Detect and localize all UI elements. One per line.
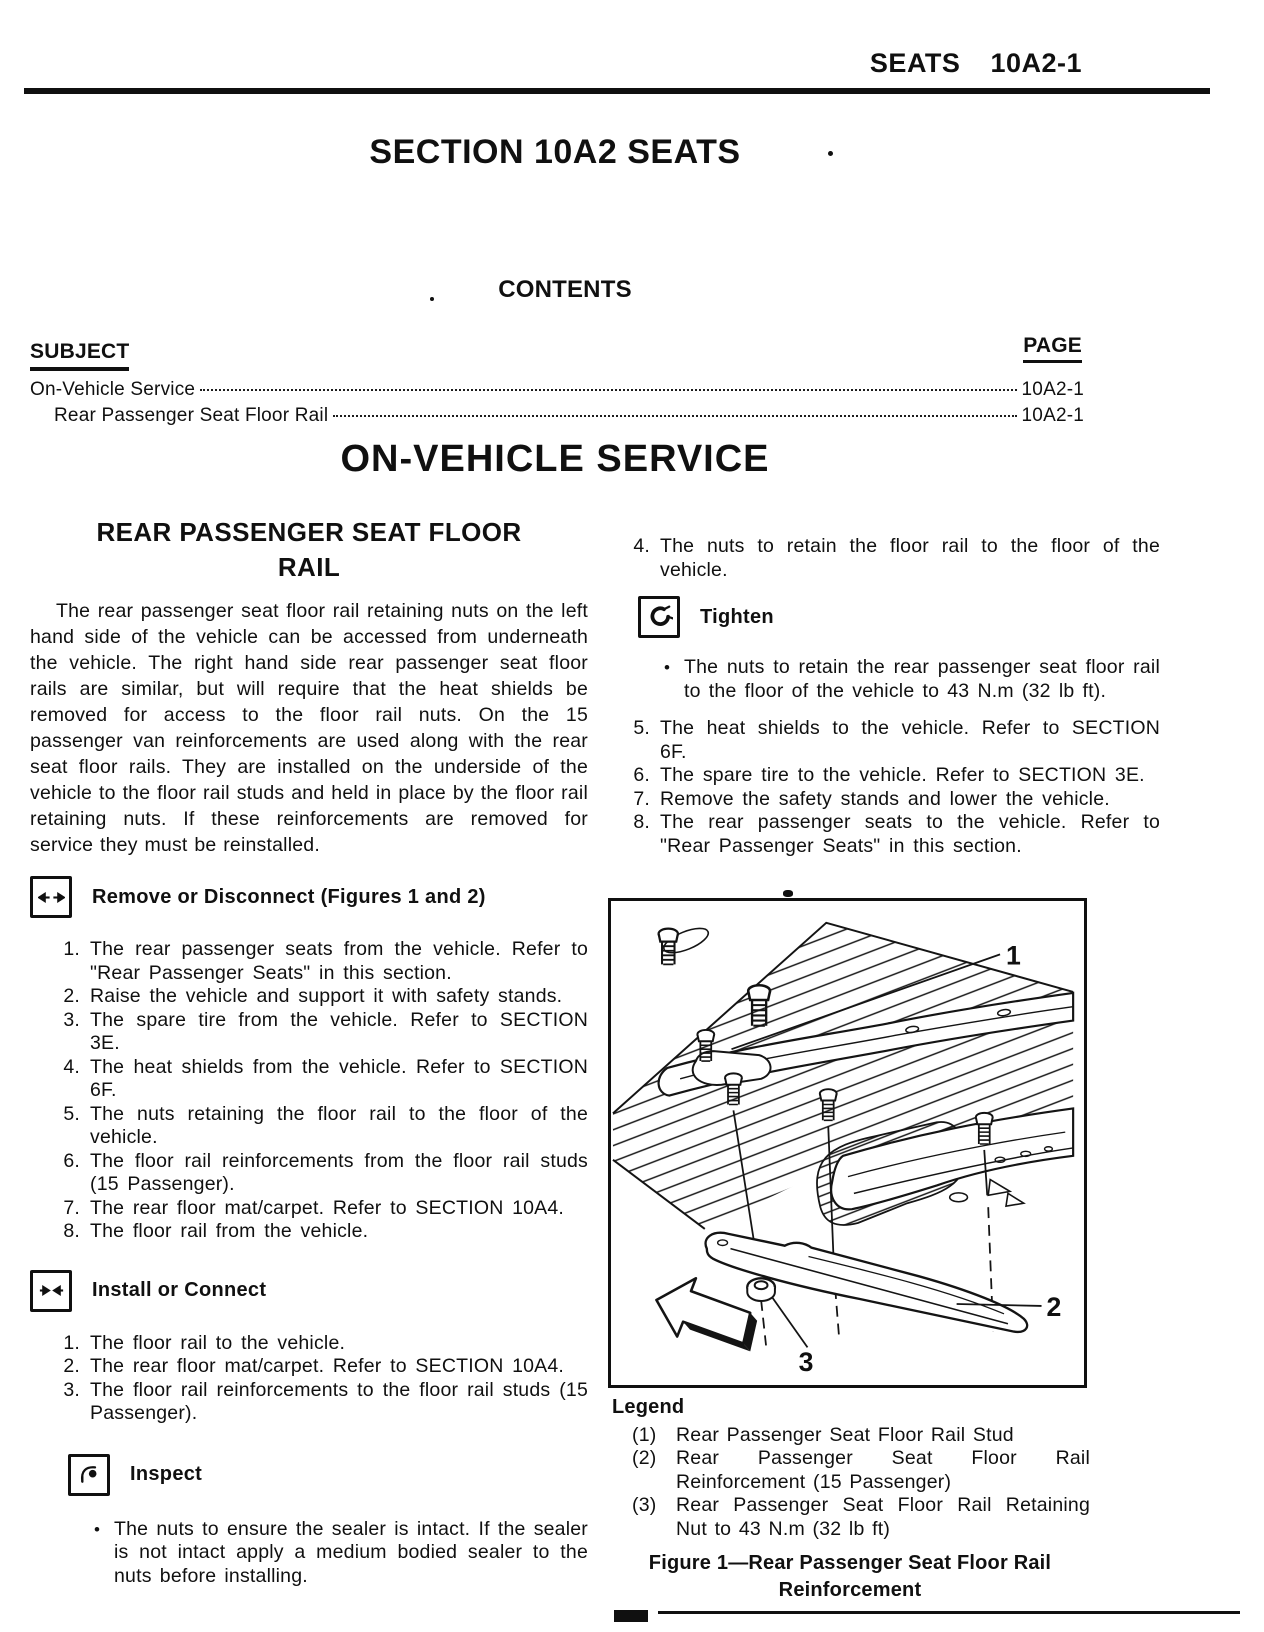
- list-item: [50, 985, 588, 1009]
- tighten-bullet-text: The nuts to retain the rear passenger seat floor rail to the floor of the vehicle to 43 N.m (32 lb ft).: [684, 656, 1160, 702]
- article-heading: REAR PASSENGER SEAT FLOOR RAIL: [96, 517, 522, 582]
- step-number: 2.: [63, 1355, 80, 1377]
- remove-or-disconnect-label: Remove or Disconnect (Figures 1 and 2): [92, 885, 486, 908]
- header-rule: [24, 88, 1210, 94]
- tighten-block: [638, 596, 1160, 638]
- step-text: The rear floor mat/carpet. Refer to SECTION 10A4.: [90, 1196, 565, 1219]
- toc-entry-page: 10A2-1: [1021, 379, 1084, 400]
- step-number: 3.: [63, 1008, 80, 1031]
- left-column: [30, 515, 588, 1588]
- list-item: [50, 1332, 588, 1356]
- figure-1-illustration: [611, 901, 1084, 1385]
- toc-row: [30, 405, 1084, 431]
- legend-entry: [632, 1494, 1090, 1541]
- arrows-inward-icon: [30, 1270, 72, 1312]
- step-number: 4.: [63, 1055, 80, 1078]
- step-number: 5.: [63, 1102, 80, 1125]
- step-text: The rear passenger seats to the vehicle. Refer to "Rear Passenger Seats" in this section.: [660, 811, 1160, 857]
- bottom-scan-rule: [658, 1611, 1240, 1614]
- step-text: The spare tire to the vehicle. Refer to SECTION 3E.: [660, 764, 1145, 786]
- step-text: The nuts to retain the floor rail to the floor of the vehicle.: [660, 535, 1160, 581]
- step-number: 8.: [633, 811, 650, 833]
- remove-steps-list: [30, 938, 588, 1244]
- step-number: 1.: [63, 1331, 80, 1354]
- legend-entry-text: Rear Passenger Seat Floor Rail Reinforcement (15 Passenger): [676, 1447, 1090, 1493]
- header-section-name: SEATS: [869, 48, 961, 78]
- step-text: Raise the vehicle and support it with safety stands.: [90, 985, 563, 1007]
- toc-entry-page: 10A2-1: [1021, 405, 1084, 426]
- inspect-label: Inspect: [130, 1463, 203, 1485]
- step-number: 7.: [63, 1196, 80, 1219]
- step-number: 8.: [63, 1220, 80, 1242]
- step-text: The heat shields to the vehicle. Refer to SECTION 6F.: [660, 717, 1160, 763]
- legend-entry: [632, 1447, 1090, 1494]
- callout-3: 3: [798, 1347, 814, 1378]
- inspect-bullet: [94, 1518, 588, 1589]
- dot-leader: [333, 415, 1016, 417]
- figure-caption: Figure 1—Rear Passenger Seat Floor Rail Reinforcement: [648, 1552, 1052, 1601]
- toc-page-label: PAGE: [1023, 334, 1082, 363]
- list-item: [50, 1056, 588, 1103]
- step-number: 7.: [633, 787, 650, 810]
- page-title: SECTION 10A2 SEATS: [369, 133, 741, 171]
- step-text: Remove the safety stands and lower the vehicle.: [660, 787, 1110, 810]
- tighten-wrench-icon: [638, 596, 680, 638]
- dot-leader: [200, 389, 1016, 391]
- install-steps-list-right-after: [600, 717, 1160, 858]
- list-item: [50, 1379, 588, 1426]
- step-number: 6.: [633, 764, 650, 786]
- step-text: The rear floor mat/carpet. Refer to SECTION 10A4.: [90, 1355, 565, 1377]
- step-number: 4.: [633, 535, 650, 557]
- list-item: [620, 764, 1160, 788]
- tighten-label: Tighten: [700, 605, 774, 628]
- install-or-connect-block: [30, 1270, 588, 1312]
- right-column: [600, 515, 1160, 858]
- list-item: [620, 788, 1160, 812]
- list-item: [50, 938, 588, 985]
- step-number: 6.: [63, 1149, 80, 1172]
- arrows-outward-icon: [30, 876, 72, 918]
- step-number: 3.: [63, 1378, 80, 1401]
- step-text: The heat shields from the vehicle. Refer to SECTION 6F.: [90, 1055, 588, 1101]
- direction-arrow-icon: [656, 1278, 757, 1351]
- inspect-eye-icon: [68, 1454, 110, 1496]
- legend-entry-text: Rear Passenger Seat Floor Rail Stud: [676, 1423, 1014, 1446]
- install-or-connect-label: Install or Connect: [92, 1279, 267, 1301]
- callout-1: 1: [1005, 940, 1022, 971]
- header-page-code: 10A2-1: [990, 48, 1082, 78]
- retaining-nut: [747, 1278, 775, 1301]
- bullet-icon: [664, 656, 684, 703]
- table-of-contents: [30, 379, 1084, 431]
- inspect-block: [68, 1454, 588, 1496]
- list-item: [50, 1197, 588, 1221]
- step-text: The floor rail reinforcements to the floor rail studs (15 Passenger).: [90, 1378, 588, 1424]
- running-header: [870, 48, 1082, 79]
- step-number: 5.: [633, 717, 650, 739]
- legend-heading: Legend: [612, 1396, 685, 1418]
- bottom-scan-tab: [614, 1610, 648, 1622]
- legend-entry-text: Rear Passenger Seat Floor Rail Retaining Nut to 43 N.m (32 lb ft): [676, 1494, 1090, 1540]
- step-text: The nuts retaining the floor rail to the floor of the vehicle.: [90, 1102, 588, 1148]
- toc-entry-title: Rear Passenger Seat Floor Rail: [54, 405, 329, 426]
- bullet-icon: [94, 1518, 114, 1589]
- step-number: 2.: [63, 985, 80, 1007]
- list-item: [620, 811, 1160, 858]
- step-text: The rear passenger seats from the vehicle. Refer to "Rear Passenger Seats" in this section.: [90, 938, 588, 984]
- callout-2: 2: [1046, 1291, 1062, 1322]
- step-text: The floor rail reinforcements from the floor rail studs (15 Passenger).: [90, 1149, 588, 1195]
- intro-paragraph: The rear passenger seat floor rail retaining nuts on the left hand side of the vehicle can be accessed from underneath the vehicle. The right hand side rear passenger seat floor rails are similar, but will require that the heat shields be removed for access to the floor rail nuts. On the 15 passenger van reinforcements are used along with the rear seat floor rails. They are installed on the underside of the vehicle to the floor rail studs and held in place by the floor rail retaining nuts. If these reinforcements are removed for service they must be reinstalled.: [30, 600, 588, 856]
- step-text: The floor rail from the vehicle.: [90, 1220, 369, 1242]
- install-steps-list-right: [600, 535, 1160, 582]
- list-item: [50, 1220, 588, 1244]
- toc-subject-label: SUBJECT: [30, 340, 129, 371]
- step-text: The floor rail to the vehicle.: [90, 1331, 346, 1354]
- legend-entry-number: (1): [632, 1423, 657, 1446]
- list-item: [620, 717, 1160, 764]
- list-item: [50, 1150, 588, 1197]
- install-steps-list-left: [30, 1332, 588, 1426]
- list-item: [50, 1355, 588, 1379]
- contents-heading: CONTENTS: [498, 276, 632, 303]
- inspect-bullet-text: The nuts to ensure the sealer is intact. If the sealer is not intact apply a medium bodied sealer to the nuts before installing.: [114, 1517, 588, 1587]
- tighten-bullet: [664, 656, 1160, 703]
- toc-row: [30, 379, 1084, 405]
- list-item: [620, 535, 1160, 582]
- figure-1-frame: [608, 898, 1087, 1388]
- figure-legend: [612, 1396, 1090, 1541]
- legend-entry-number: (2): [632, 1447, 657, 1469]
- remove-or-disconnect-block: [30, 876, 588, 918]
- step-number: 1.: [63, 938, 80, 960]
- step-text: The spare tire from the vehicle. Refer to SECTION 3E.: [90, 1008, 588, 1054]
- service-section-heading: ON-VEHICLE SERVICE: [340, 438, 770, 480]
- list-item: [50, 1103, 588, 1150]
- legend-entry: [632, 1424, 1090, 1448]
- legend-entry-number: (3): [632, 1494, 657, 1516]
- list-item: [50, 1009, 588, 1056]
- scan-speck: [783, 890, 793, 897]
- legend-entries: [612, 1424, 1090, 1542]
- toc-entry-title: On-Vehicle Service: [30, 379, 196, 400]
